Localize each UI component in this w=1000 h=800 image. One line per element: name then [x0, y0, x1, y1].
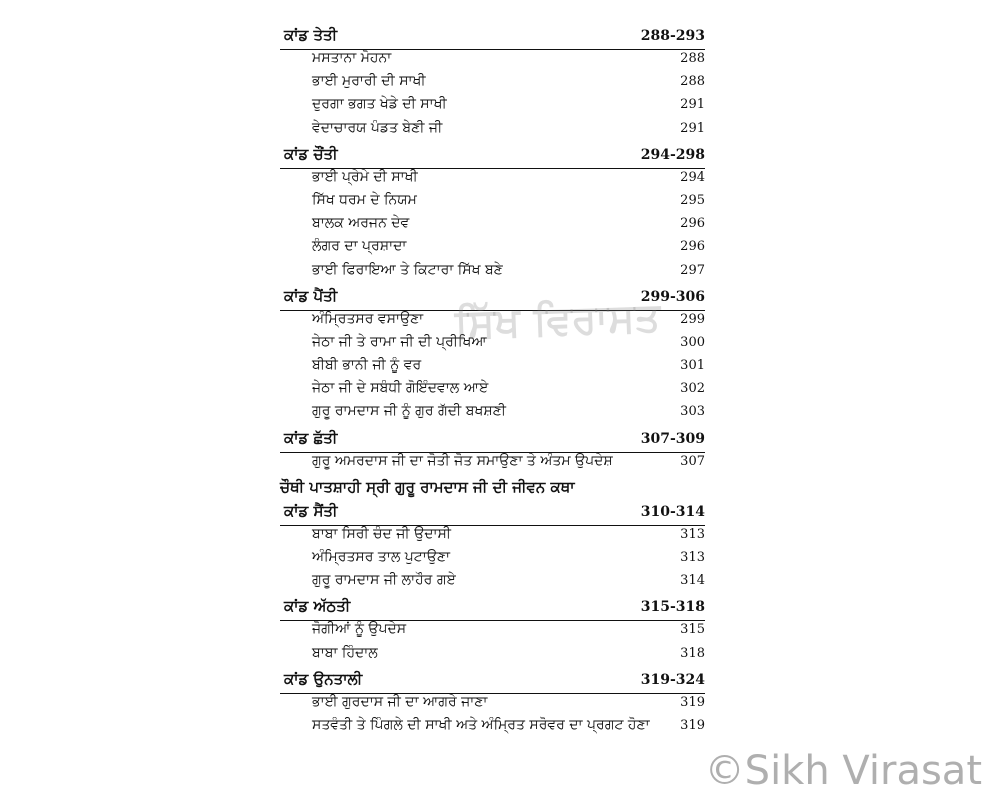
toc-entry: [280, 526, 705, 549]
toc-entry: [280, 238, 705, 261]
toc-entry: [280, 215, 705, 238]
entry-page-number: 302: [680, 381, 705, 397]
chapter-page-range: 310-314: [640, 503, 705, 520]
entry-page-number: 294: [680, 169, 705, 185]
chapter-title: ਕਾਂਡ ਅੱਠਤੀ: [284, 597, 351, 616]
chapter-page-range: 288-293: [640, 28, 705, 44]
entry-title: ਅੰਮ੍ਰਿਤਸਰ ਤਾਲ ਪੁਟਾਉਣਾ: [312, 549, 450, 565]
entry-page-number: 318: [680, 645, 705, 661]
entry-title: ਜੋਗੀਆਂ ਨੂੰ ਉਪਦੇਸ: [312, 621, 407, 638]
entry-page-number: 297: [680, 262, 705, 278]
entry-title: ਬਾਬਾ ਸਿਰੀ ਚੰਦ ਜੀ ਉਦਾਸੀ: [312, 525, 451, 542]
chapter-page-range: 307-309: [640, 430, 705, 447]
entry-title: ਗੁਰੂ ਰਾਮਦਾਸ ਜੀ ਨੂੰ ਗੁਰ ਗੱਦੀ ਬਖਸ਼ਣੀ: [312, 403, 506, 420]
entry-title: ਲੰਗਰ ਦਾ ਪ੍ਰਸ਼ਾਦਾ: [312, 238, 407, 255]
entry-title: ਅੰਮ੍ਰਿਤਸਰ ਵਸਾਉਣਾ: [312, 310, 424, 327]
entry-page-number: 291: [680, 97, 705, 113]
chapter-page-range: 315-318: [640, 599, 705, 616]
entry-title: ਭਾਈ ਪ੍ਰੇਮੇ ਦੀ ਸਾਖੀ: [312, 168, 418, 185]
entry-page-number: 288: [680, 51, 705, 66]
section-title: ਚੌਥੀ ਪਾਤਸ਼ਾਹੀ ਸ੍ਰੀ ਗੁਰੂ ਰਾਮਦਾਸ ਜੀ ਦੀ ਜੀਵਨ ਕਥਾ: [280, 477, 575, 496]
chapter-page-range: 319-324: [640, 671, 705, 688]
entry-title: ਭਾਈ ਗੁਰਦਾਸ ਜੀ ਦਾ ਆਗਰੇ ਜਾਣਾ: [312, 693, 488, 710]
entry-page-number: 299: [680, 311, 705, 327]
toc-entry: [280, 621, 705, 644]
toc-entry: [280, 262, 705, 285]
chapter-title: ਕਾਂਡ ਤੇਤੀ: [284, 26, 338, 44]
entry-page-number: 313: [680, 550, 705, 565]
entry-title: ਬਾਲਕ ਅਰਜਨ ਦੇਵ: [312, 215, 410, 232]
chapter-page-range: 299-306: [640, 288, 705, 305]
toc-entry: [280, 572, 705, 595]
entry-title: ਭਾਈ ਫਿਰਾਇਆ ਤੇ ਕਿਟਾਰਾ ਸਿੱਖ ਬਣੇ: [312, 261, 503, 278]
chapter-heading: [280, 26, 705, 50]
entry-title: ਜੇਠਾ ਜੀ ਤੇ ਰਾਮਾ ਜੀ ਦੀ ਪ੍ਰੀਖਿਆ: [312, 333, 487, 350]
toc-entry: [280, 357, 705, 380]
toc-entry: [280, 169, 705, 192]
watermark-copyright: ©Sikh Virasat: [704, 748, 982, 794]
chapter-heading: [280, 429, 705, 453]
entry-title: ਸਿੱਖ ਧਰਮ ਦੇ ਨਿਯਮ: [312, 191, 417, 208]
entry-title: ਬੀਬੀ ਭਾਨੀ ਜੀ ਨੂੰ ਵਰ: [312, 357, 422, 374]
entry-page-number: 314: [680, 573, 705, 589]
chapter-title: ਕਾਂਡ ਸੈਂਤੀ: [284, 501, 338, 520]
chapter-heading: [280, 670, 705, 694]
chapter-title: ਕਾਂਡ ਉਨਤਾਲੀ: [284, 669, 363, 688]
entry-title: ਦੁਰਗਾ ਭਗਤ ਖੇਡੇ ਦੀ ਸਾਖੀ: [312, 96, 447, 113]
toc-entry: [280, 403, 705, 426]
entry-title: ਬਾਬਾ ਹਿੰਦਾਲ: [312, 644, 378, 661]
toc-entry: [280, 694, 705, 717]
toc-entry: [280, 120, 705, 143]
entry-title: ਜੇਠਾ ਜੀ ਦੇ ਸਬੰਧੀ ਗੋਇੰਦਵਾਲ ਆਏ: [312, 380, 489, 397]
entry-page-number: 296: [680, 216, 705, 232]
entry-page-number: 313: [680, 526, 705, 542]
entry-page-number: 301: [680, 358, 705, 374]
entry-page-number: 300: [680, 334, 705, 350]
toc-entry: [280, 50, 705, 73]
chapter-heading: [280, 597, 705, 621]
toc-entry: [280, 192, 705, 215]
entry-page-number: 315: [680, 622, 705, 638]
toc-entry: [280, 380, 705, 403]
table-of-contents: [280, 24, 705, 740]
chapter-title: ਕਾਂਡ ਛੱਤੀ: [284, 428, 338, 447]
entry-title: ਗੁਰੂ ਅਮਰਦਾਸ ਜੀ ਦਾ ਜੋਤੀ ਜੋਤ ਸਮਾਉਣਾ ਤੇ ਅੰਤਮ ਉਪਦੇਸ਼: [312, 452, 613, 469]
toc-entry: [280, 453, 705, 476]
entry-page-number: 319: [680, 717, 705, 733]
entry-page-number: 288: [680, 74, 705, 90]
chapter-heading: [280, 502, 705, 526]
entry-page-number: 291: [680, 120, 705, 136]
entry-page-number: 319: [680, 694, 705, 710]
chapter-page-range: 294-298: [640, 146, 705, 163]
entry-page-number: 303: [680, 404, 705, 420]
entry-page-number: 295: [680, 192, 705, 208]
entry-page-number: 307: [680, 453, 705, 469]
toc-entry: [280, 645, 705, 668]
chapter-title: ਕਾਂਡ ਪੈਂਤੀ: [284, 286, 338, 305]
entry-title: ਸਤਵੰਤੀ ਤੇ ਪਿੰਗਲੇ ਦੀ ਸਾਖੀ ਅਤੇ ਅੰਮ੍ਰਿਤ ਸਰੋਵਰ ਦਾ ਪ੍ਰਗਟ ਹੋਣਾ: [312, 716, 650, 733]
toc-entry: [280, 96, 705, 119]
entry-title: ਗੁਰੂ ਰਾਮਦਾਸ ਜੀ ਲਾਹੌਰ ਗਏ: [312, 572, 456, 589]
toc-entry: [280, 73, 705, 96]
toc-entry: [280, 717, 705, 740]
entry-title: ਮਸਤਾਨਾ ਮੋਹਨਾ: [312, 50, 392, 66]
entry-page-number: 296: [680, 239, 705, 255]
chapter-title: ਕਾਂਡ ਚੌਂਤੀ: [284, 144, 338, 163]
section-heading: [280, 478, 705, 500]
entry-title: ਭਾਈ ਮੁਰਾਰੀ ਦੀ ਸਾਖੀ: [312, 73, 426, 90]
chapter-heading: [280, 145, 705, 169]
watermark-center: ਸਿੱਖ ਵਿਰਾਸਤ: [454, 294, 661, 348]
entry-title: ਵੇਦਾਚਾਰਯ ਪੰਡਤ ਬੇਣੀ ਜੀ: [312, 119, 443, 136]
toc-entry: [280, 549, 705, 572]
